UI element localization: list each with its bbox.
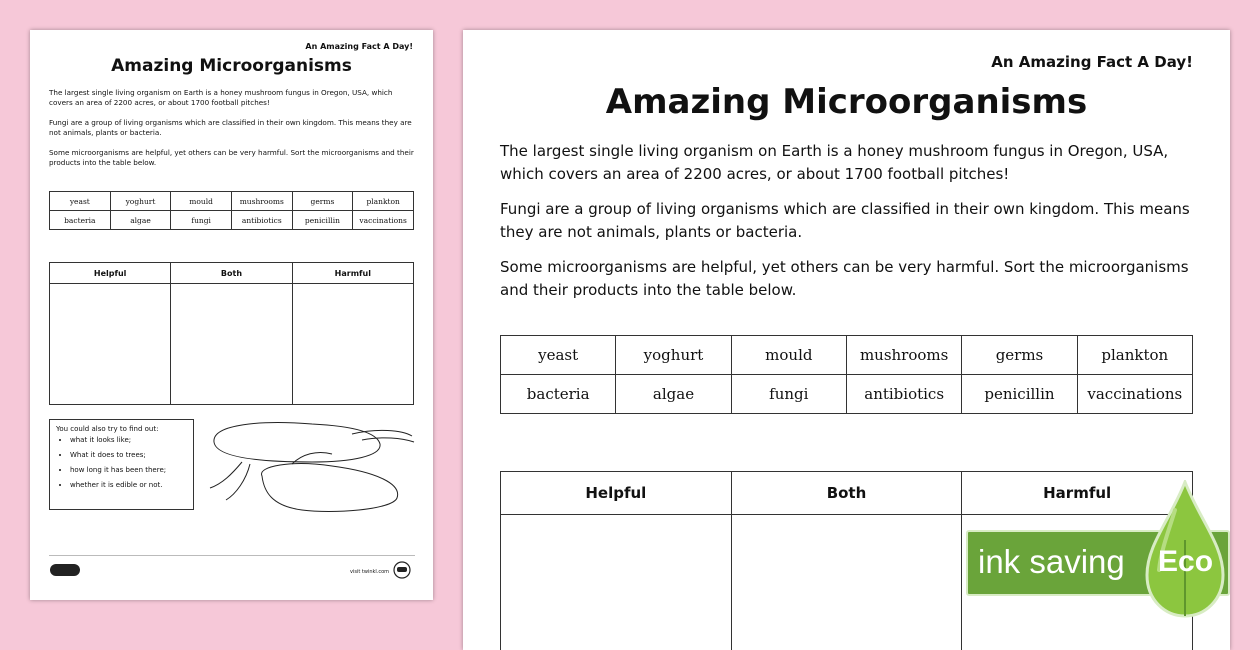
word-cell: algae <box>616 375 731 414</box>
fact-paragraph: The largest single living organism on Earth is a honey mushroom fungus in Oregon, USA, which covers an area of 2200 acres, or about 1700 football pitches! <box>49 88 415 108</box>
worksheet-title: Amazing Microorganisms <box>30 56 433 76</box>
both-header: Both <box>731 472 962 515</box>
word-grid <box>500 335 1193 414</box>
word-cell: yoghurt <box>616 336 731 375</box>
word-row <box>50 211 414 230</box>
harmful-header: Harmful <box>292 263 413 284</box>
word-cell: antibiotics <box>231 211 292 230</box>
word-cell: penicillin <box>962 375 1077 414</box>
instruction-paragraph: Some microorganisms are helpful, yet others can be very harmful. Sort the microorganisms and their products into the table below. <box>500 256 1193 302</box>
word-cell: plankton <box>353 192 414 211</box>
word-cell: vaccinations <box>353 211 414 230</box>
word-cell: germs <box>292 192 353 211</box>
word-cell: penicillin <box>292 211 353 230</box>
word-cell: bacteria <box>501 375 616 414</box>
word-row <box>501 336 1193 375</box>
word-cell: algae <box>110 211 171 230</box>
twinkl-logo-icon[interactable] <box>50 563 80 577</box>
footer-rule <box>49 555 415 556</box>
ink-saving-label: ink saving <box>978 538 1125 586</box>
sort-table <box>49 262 414 405</box>
word-cell: yeast <box>501 336 616 375</box>
fact-tag: An Amazing Fact A Day! <box>991 53 1193 71</box>
word-row <box>501 375 1193 414</box>
word-cell: bacteria <box>50 211 111 230</box>
harmful-cell <box>292 284 413 405</box>
twinkl-badge-icon <box>393 561 411 579</box>
word-cell: mould <box>171 192 232 211</box>
find-out-box <box>49 419 194 510</box>
word-row <box>50 192 414 211</box>
find-out-heading: You could also try to find out: <box>56 425 193 433</box>
find-out-item: • What it does to trees; <box>70 451 193 459</box>
fungi-paragraph: Fungi are a group of living organisms which are classified in their own kingdom. This means they are not animals, plants or bacteria. <box>500 198 1193 244</box>
find-out-item: • whether it is edible or not. <box>70 481 193 489</box>
word-cell: germs <box>962 336 1077 375</box>
footer-url[interactable]: visit twinkl.com <box>350 569 389 575</box>
word-cell: plankton <box>1077 336 1192 375</box>
worksheet-title: Amazing Microorganisms <box>463 82 1230 122</box>
word-cell: mushrooms <box>231 192 292 211</box>
fact-paragraph: The largest single living organism on Earth is a honey mushroom fungus in Oregon, USA, which covers an area of 2200 acres, or about 1700 football pitches! <box>500 140 1193 186</box>
eco-label: Eco <box>1158 540 1213 584</box>
find-out-list <box>50 436 193 489</box>
word-cell: vaccinations <box>1077 375 1192 414</box>
fungi-paragraph: Fungi are a group of living organisms which are classified in their own kingdom. This means they are not animals, plants or bacteria. <box>49 118 415 138</box>
find-out-item: • how long it has been there; <box>70 466 193 474</box>
word-cell: yeast <box>50 192 111 211</box>
word-cell: antibiotics <box>846 375 961 414</box>
helpful-header: Helpful <box>501 472 732 515</box>
helpful-cell <box>50 284 171 405</box>
worksheet-thumbnail[interactable] <box>30 30 433 600</box>
word-cell: fungi <box>731 375 846 414</box>
word-cell: fungi <box>171 211 232 230</box>
word-cell: mould <box>731 336 846 375</box>
word-grid <box>49 191 414 230</box>
helpful-header: Helpful <box>50 263 171 284</box>
find-out-item: • what it looks like; <box>70 436 193 444</box>
harmful-header: Harmful <box>962 472 1193 515</box>
instruction-paragraph: Some microorganisms are helpful, yet others can be very harmful. Sort the microorganisms and their products into the table below. <box>49 148 415 168</box>
fact-tag: An Amazing Fact A Day! <box>305 42 413 51</box>
word-cell: mushrooms <box>846 336 961 375</box>
both-header: Both <box>171 263 292 284</box>
fungus-illustration <box>202 414 417 516</box>
word-cell: yoghurt <box>110 192 171 211</box>
both-cell <box>171 284 292 405</box>
